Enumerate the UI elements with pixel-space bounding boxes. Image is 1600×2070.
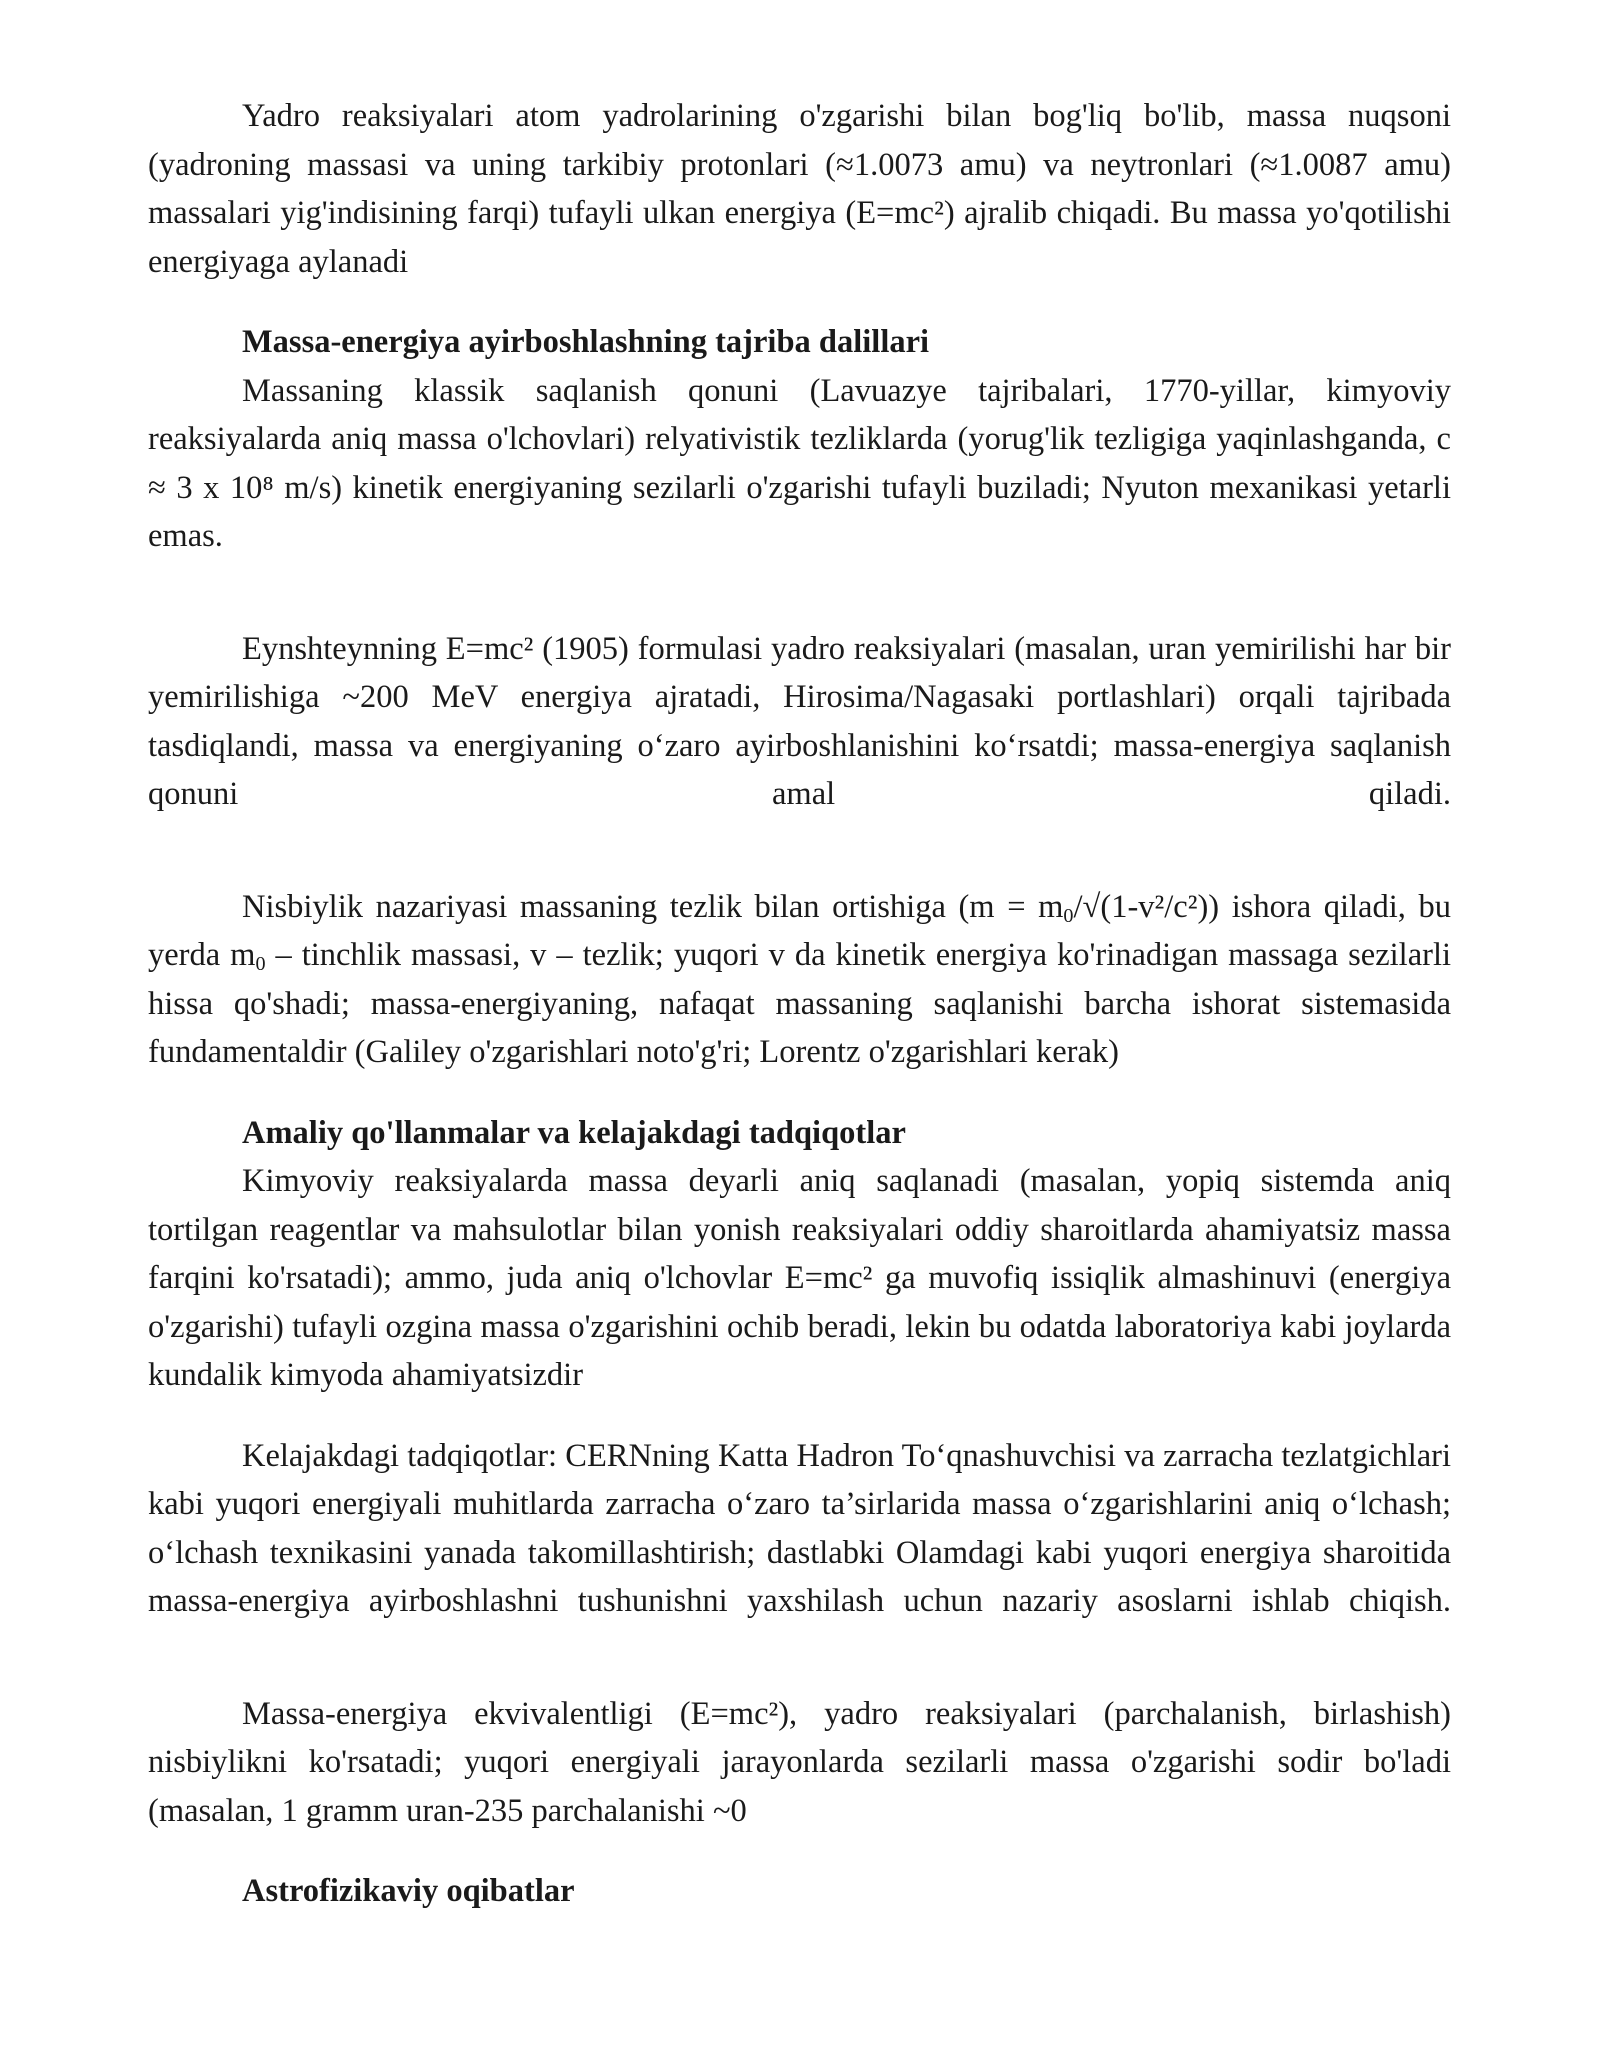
relativity-text-part-2: /√(1-v²/c²)) ishora qiladi, bu yerda m <box>148 888 1451 973</box>
paragraph-einstein-formula: Eynshteynning E=mc² (1905) formulasi yadro reaksiyalari (masalan, uran yemirilishi har bir yemirilishiga ~200 MeV energiya ajratadi, Hirosima/Nagasaki portlashlari) orqali tajribada tasdiqlandi, massa va energiyaning o‘zaro ayirboshlanishini ko‘rsatdi; massa-energiya saqlanish qonuni amal qiladi. <box>148 630 1451 812</box>
heading-astrophysical-consequences: Astrofizikaviy oqibatlar <box>242 1873 575 1909</box>
heading-practical-applications: Amaliy qo'llanmalar va kelajakdagi tadqiqotlar <box>242 1114 906 1151</box>
paragraph-relativity-theory <box>148 883 1451 1077</box>
spacer <box>148 561 1451 625</box>
relativity-text-part-1: Nisbiylik nazariyasi massaning tezlik bilan ortishiga (m = m <box>242 888 1064 925</box>
heading-experimental-evidence: Massa-energiya ayirboshlashning tajriba dalillari <box>242 324 930 360</box>
paragraph-future-research: Kelajakdagi tadqiqotlar: CERNning Katta Hadron To‘qnashuvchisi va zarracha tezlatgichlari kabi yuqori energiyali muhitlarda zarracha o‘zaro ta’sirlarida massa o‘zgarishlarini aniq o‘lchash; o‘lchash texnikasini yanada takomillashtirish; dastlabki Olamdagi kabi yuqori energiya sharoitida massa-energiya ayirboshlashni tushunishni yaxshilash uchun nazariy asoslarni ishlab chiqish. <box>148 1437 1451 1619</box>
spacer <box>148 1626 1451 1690</box>
spacer <box>148 1835 1451 1867</box>
paragraph-mass-energy-equivalence: Massa-energiya ekvivalentligi (E=mc²), yadro reaksiyalari (parchalanish, birlashish) nisbiylikni ko'rsatadi; yuqori energiyali jarayonlarda sezilarli massa o'zgarishi sodir bo'ladi (masalan, 1 gramm uran-235 parchalanishi ~0 <box>148 1695 1451 1829</box>
subscript-zero: 0 <box>1063 904 1074 927</box>
spacer <box>148 1077 1451 1109</box>
spacer <box>148 286 1451 318</box>
subscript-zero: 0 <box>255 953 266 976</box>
document-page <box>148 92 1451 1916</box>
spacer <box>148 1400 1451 1432</box>
relativity-text-part-3: – tinchlik massasi, v – tezlik; yuqori v da kinetik energiya ko'rinadigan massaga sezilarli hissa qo'shadi; massa-energiyaning, nafaqat massaning saqlanishi barcha ishorat sistemasida fundamentaldir (Galiley o'zgarishlari noto'g'ri; Lorentz o'zgarishlari kerak) <box>148 937 1452 1070</box>
paragraph-classical-conservation: Massaning klassik saqlanish qonuni (Lavuazye tajribalari, 1770-yillar, kimyoviy reaksiyalarda aniq massa o'lchovlari) relyativistik tezliklarda (yorug'lik tezligiga yaqinlashganda, c ≈ 3 x 10⁸ m/s) kinetik energiyaning sezilarli o'zgarishi tufayli buziladi; Nyuton mexanikasi yetarli emas. <box>148 372 1451 554</box>
spacer <box>148 819 1451 883</box>
paragraph-chemical-reactions: Kimyoviy reaksiyalarda massa deyarli aniq saqlanadi (masalan, yopiq sistemda aniq tortilgan reagentlar va mahsulotlar bilan yonish reaksiyalari oddiy sharoitlarda ahamiyatsiz massa farqini ko'rsatadi); ammo, juda aniq o'lchovlar E=mc² ga muvofiq issiqlik almashinuvi (energiya o'zgarishi) tufayli ozgina massa o'zgarishini ochib beradi, lekin bu odatda laboratoriya kabi joylarda kundalik kimyoda ahamiyatsizdir <box>148 1163 1451 1393</box>
paragraph-nuclear-reactions: Yadro reaksiyalari atom yadrolarining o'zgarishi bilan bog'liq bo'lib, massa nuqsoni (yadroning massasi va uning tarkibiy protonlari (≈1.0073 amu) va neytronlari (≈1.0087 amu) massalari yig'indisining farqi) tufayli ulkan energiya (E=mc²) ajralib chiqadi. Bu massa yo'qotilishi energiyaga aylanadi <box>148 98 1451 280</box>
